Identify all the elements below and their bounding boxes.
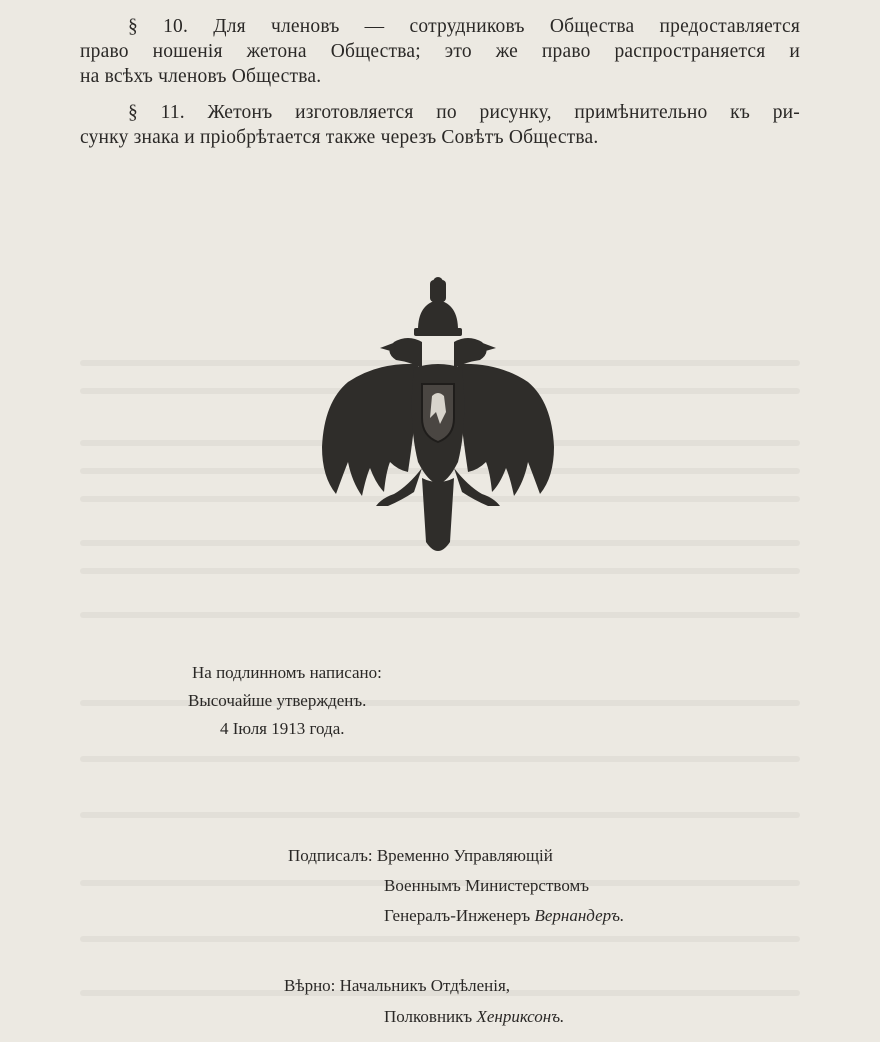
text-line: § 11. Жетонъ изготовляется по рисунку, примѣнительно къ ри- (128, 102, 800, 123)
bleed-through-line (80, 568, 800, 574)
bleed-through-line (80, 612, 800, 618)
paragraph-10 (80, 14, 800, 89)
approval-line-1: На подлинномъ написано: (192, 663, 382, 682)
text-line: сунку знака и пріобрѣтается также черезъ Совѣтъ Общества. (80, 127, 599, 148)
approval-date: 4 Іюля 1913 года. (220, 719, 345, 738)
signature-rank: Генералъ-Инженеръ (384, 906, 535, 925)
signature-name: Вернандеръ. (534, 906, 625, 925)
approval-line-2: Высочайше утвержденъ. (188, 691, 367, 710)
bleed-through-line (80, 936, 800, 942)
certification-line-2 (384, 1006, 564, 1028)
bleed-through-line (80, 756, 800, 762)
bleed-through-line (80, 812, 800, 818)
double-headed-eagle-icon (318, 272, 558, 562)
certification-line-1: Вѣрно: Начальникъ Отдѣленія, (284, 976, 511, 995)
signature-line-1: Подписалъ: Временно Управляющій (288, 846, 553, 865)
paragraph-11 (80, 100, 800, 150)
text-line: на всѣхъ членовъ Общества. (80, 66, 322, 87)
text-line: право ношенія жетона Общества; это же право распространяется и (80, 41, 800, 62)
signature-line-3 (384, 905, 624, 927)
certification-name: Хенриксонъ. (476, 1007, 565, 1026)
certification-rank: Полковникъ (384, 1007, 477, 1026)
signature-line-2: Военнымъ Министерствомъ (384, 876, 590, 895)
text-line: § 10. Для членовъ — сотрудниковъ Общества предоставляется (128, 16, 800, 37)
